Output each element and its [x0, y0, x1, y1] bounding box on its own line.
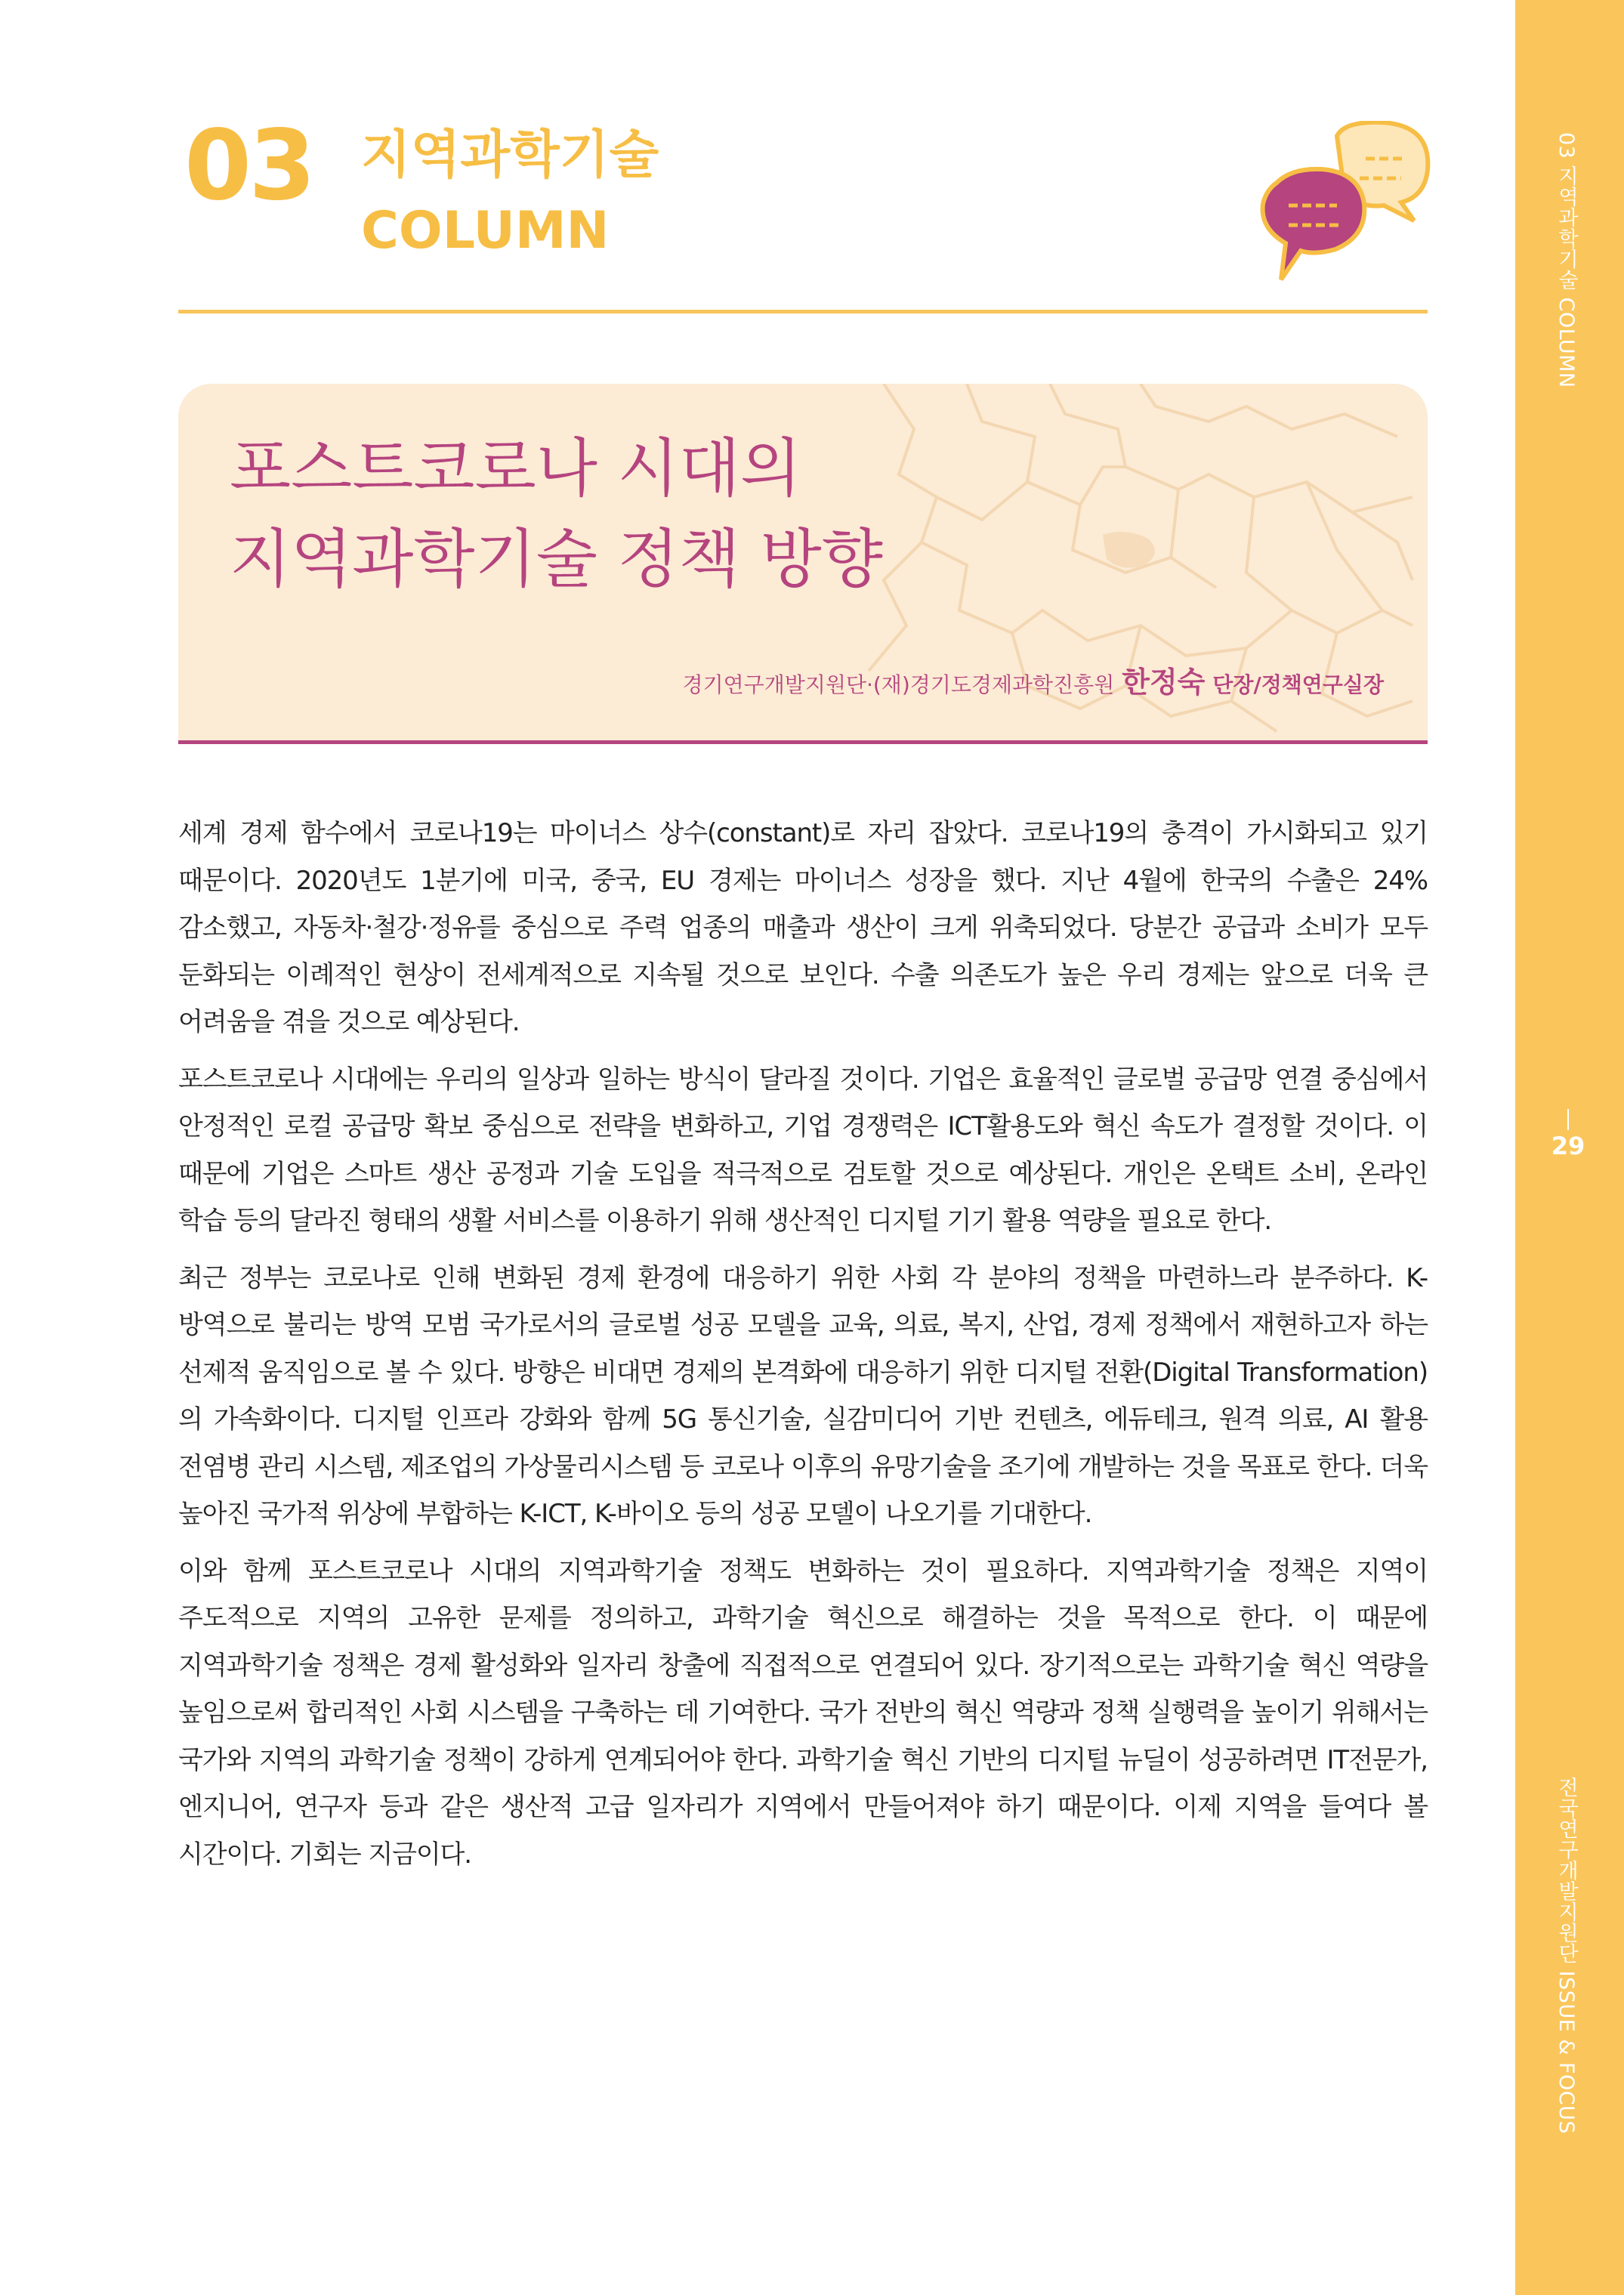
section-subtitle: COLUMN [361, 201, 610, 261]
body-paragraph: 최근 정부는 코로나로 인해 변화된 경제 환경에 대응하기 위한 사회 각 분야의 정책을 마련하느라 분주하다. K-방역으로 불리는 방역 모범 국가로서의 글로벌 성공 모델을 교육, 의료, 복지, 산업, 경제 정책에서 재현하고자 하는 선제적 움직임으로 볼 수 있다. 방향은 비대면 경제의 본격화에 대응하기 위한 디지털 전환(Digital Transformation)의 가속화이다. 디지털 인프라 강화와 함께 5G 통신기술, 실감미디어 기반 컨텐츠, 에듀테크, 원격 의료, AI 활용 전염병 관리 시스템, 제조업의 가상물리시스템 등 코로나 이후의 유망기술을 조기에 개발하는 것을 목표로 한다. 더욱 높아진 국가적 위상에 부합하는 K-ICT, K-바이오 등의 성공 모델이 나오기를 기대한다. [178, 1262, 1428, 1529]
sidebar-section-label: 03 지역과학기술 COLUMN [1555, 132, 1578, 388]
author-role: 단장/정책연구실장 [1212, 672, 1384, 697]
body-paragraph: 포스트코로나 시대에는 우리의 일상과 일하는 방식이 달라질 것이다. 기업은 효율적인 글로벌 공급망 연결 중심에서 안정적인 로컬 공급망 확보 중심으로 전략을 변화하고, 기업 경쟁력은 ICT활용도와 혁신 속도가 결정할 것이다. 이 때문에 기업은 스마트 생산 공정과 기술 도입을 적극적으로 검토할 것으로 예상된다. 개인은 온택트 소비, 온라인 학습 등의 달라진 형태의 생활 서비스를 이용하기 위해 생산적인 디지털 기기 활용 역량을 필요로 한다. [178, 1064, 1428, 1236]
article-title-line-1: 포스트코로나 시대의 [230, 431, 801, 505]
author-name: 한정숙 [1122, 666, 1206, 699]
title-divider [178, 740, 1428, 744]
section-title: 지역과학기술 [361, 125, 659, 185]
page-number: 29 [1551, 1132, 1585, 1160]
body-paragraph: 이와 함께 포스트코로나 시대의 지역과학기술 정책도 변화하는 것이 필요하다. 지역과학기술 정책은 지역이 주도적으로 지역의 고유한 문제를 정의하고, 과학기술 혁신으로 해결하는 것을 목적으로 한다. 이 때문에 지역과학기술 정책은 경제 활성화와 일자리 창출에 직접적으로 연결되어 있다. 장기적으로는 과학기술 혁신 역량을 높임으로써 합리적인 사회 시스템을 구축하는 데 기여한다. 국가 전반의 혁신 역량과 정책 실행력을 높이기 위해서는 국가와 지역의 과학기술 정책이 강하게 연계되어야 한다. 과학기술 혁신 기반의 디지털 뉴딜이 성공하려면 IT전문가, 엔지니어, 연구자 등과 같은 생산적 고급 일자리가 지역에서 만들어져야 하기 때문이다. 이제 지역을 들여다 볼 시간이다. 기회는 지금이다. [178, 1555, 1428, 1870]
author-organization: 경기연구개발지원단·(재)경기도경제과학진흥원 [682, 672, 1115, 697]
article-title-line-2: 지역과학기술 정책 방향 [230, 522, 883, 596]
section-number: 03 [184, 110, 313, 222]
sidebar-divider [1567, 1109, 1569, 1130]
article-title [230, 423, 883, 604]
sidebar-publication-label: 전국연구개발지원단 ISSUE & FOCUS [1555, 1777, 1578, 2134]
author-byline [683, 659, 1384, 700]
article-body [178, 810, 1428, 1888]
header-divider [178, 310, 1428, 314]
body-paragraph: 세계 경제 함수에서 코로나19는 마이너스 상수(constant)로 자리 잡았다. 코로나19의 충격이 가시화되고 있기 때문이다. 2020년도 1분기에 미국, 중국, EU 경제는 마이너스 성장을 했다. 지난 4월에 한국의 수출은 24% 감소했고, 자동차·철강·정유를 중심으로 주력 업종의 매출과 생산이 크게 위축되었다. 당분간 공급과 소비가 모두 둔화되는 이례적인 현상이 전세계적으로 지속될 것으로 보인다. 수출 의존도가 높은 우리 경제는 앞으로 더욱 큰 어려움을 겪을 것으로 예상된다. [178, 818, 1428, 1037]
speech-bubbles-icon [1246, 121, 1435, 295]
